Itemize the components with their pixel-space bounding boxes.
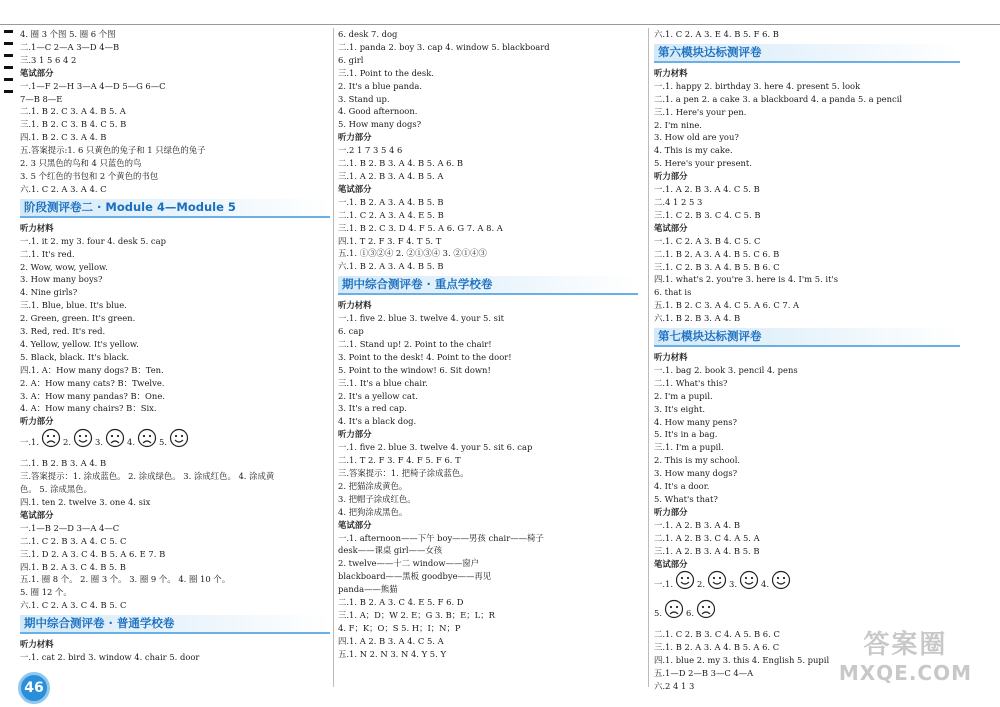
answer-line: 6. that is — [654, 287, 692, 298]
face-label: 3. — [95, 437, 104, 448]
answer-line: 5. How many dogs? — [338, 119, 422, 130]
sub-heading: 听力部分 — [338, 429, 372, 440]
answer-line: 二.1—C 2—A 3—D 4—B — [20, 41, 120, 52]
answer-line: 一.1. A 2. B 3. A 4. C 5. B — [654, 184, 760, 195]
answer-line: 7—B 8—E — [20, 93, 63, 104]
answer-line: 三.1. I'm a pupil. — [654, 442, 724, 453]
answer-line: 2. 3 只黑色的鸟和 4 只蓝色的鸟 — [20, 158, 142, 169]
answer-line: 五.1—D 2—B 3—C 4—A — [654, 668, 754, 679]
answer-line: blackboard——黑板 goodbye——再见 — [338, 571, 492, 582]
answer-line: 五.答案提示:1. 6 只黄色的兔子和 1 只绿色的兔子 — [20, 145, 206, 156]
answer-line: 三.答案提示：1. 涂成蓝色。 2. 涂成绿色。 3. 涂成红色。 4. 涂成黄 — [20, 471, 275, 482]
answer-line: 一.1. happy 2. birthday 3. here 4. present 5. look — [654, 80, 861, 91]
answer-column-2 — [338, 28, 638, 699]
sad-face-icon — [105, 428, 125, 457]
answer-line: 三.1. Point to the desk. — [338, 67, 434, 78]
answer-line: 一.1—F 2—H 3—A 4—D 5—G 6—C — [20, 80, 166, 91]
answer-line: 四.1. A 2. B 3. A 4. C 5. A — [338, 635, 444, 646]
answer-line: 二.1. B 2. A 3. C 4. E 5. F 6. D — [338, 597, 464, 608]
face-label: 一.1. — [20, 437, 40, 448]
section-title: 期中综合测评卷 · 普通学校卷 — [20, 615, 330, 634]
answer-line: 二.1. B 2. C 3. A 4. B 5. A — [20, 106, 126, 117]
answer-line: 一.2 1 7 3 5 4 6 — [338, 145, 403, 156]
sad-face-icon — [137, 428, 157, 457]
answer-line: 6. desk 7. dog — [338, 29, 398, 39]
answer-line: 四.1. blue 2. my 3. this 4. English 5. pupil — [654, 655, 830, 666]
answer-line: 5. What's that? — [654, 494, 718, 504]
answer-line: 5. Here's your present. — [654, 158, 752, 169]
answer-line: 4. Nine girls? — [20, 287, 78, 298]
sub-heading: 听力材料 — [20, 222, 54, 233]
answer-line: 一.1. B 2. A 3. A 4. B 5. B — [338, 196, 444, 207]
answer-line: 3. A：How many pandas? B：One. — [20, 390, 165, 401]
sub-heading: 笔试部分 — [654, 558, 688, 569]
answer-line: 4. It's a black dog. — [338, 416, 417, 427]
answer-line: 四.1. what's 2. you're 3. here is 4. I'm 5. it's — [654, 274, 839, 285]
answer-line: 六.1. C 2. A 3. E 4. B 5. F 6. B — [654, 29, 779, 39]
answer-line: 2. twelve——十二 window——窗户 — [338, 558, 479, 569]
answer-line: 4. A：How many chairs? B：Six. — [20, 403, 157, 414]
answer-line: 二.1. C 2. A 3. A 4. E 5. B — [338, 209, 444, 220]
answer-line: 2. It's a blue panda. — [338, 80, 423, 91]
answer-line: 一.1—B 2—D 3—A 4—C — [20, 522, 120, 533]
answer-line: 一.1. bag 2. book 3. pencil 4. pens — [654, 364, 798, 375]
answer-line: 三.1. C 2. B 3. C 4. C 5. B — [654, 209, 761, 220]
answer-line: 6. cap — [338, 326, 364, 337]
answer-line: 二.1. C 2. B 3. A 4. C 5. C — [20, 535, 127, 546]
answer-line: 五.1. B 2. C 3. A 4. C 5. A 6. C 7. A — [654, 300, 800, 311]
section-title: 第六模块达标测评卷 — [654, 44, 960, 63]
smiley-face-icon — [169, 428, 189, 457]
answer-line: 二.1. B 2. B 3. A 4. B 5. A 6. B — [338, 158, 463, 169]
answer-line: 二.1. C 2. B 3. C 4. A 5. B 6. C — [654, 629, 780, 640]
answer-line: 5. Black, black. It's black. — [20, 351, 130, 362]
watermark-logo-text: 答案圈 — [863, 630, 948, 660]
smiley-face-icon — [739, 570, 759, 599]
sad-face-icon — [664, 599, 684, 628]
sub-heading: 笔试部分 — [654, 222, 688, 233]
face-label: 2. — [63, 437, 72, 448]
answer-line: 3. 5 个红色的书包和 2 个黄色的书包 — [20, 170, 159, 181]
answer-line: 三.1. It's a blue chair. — [338, 377, 428, 388]
sub-heading: 笔试部分 — [20, 67, 54, 78]
sub-heading: 听力部分 — [654, 171, 688, 182]
answer-line: 一.1. cat 2. bird 3. window 4. chair 5. door — [20, 652, 200, 663]
answer-line: 3. 把帽子涂成红色。 — [338, 493, 416, 504]
section-title: 期中综合测评卷 · 重点学校卷 — [338, 276, 638, 295]
answer-line: 二.1. What's this? — [654, 377, 728, 388]
answer-line: 三.答案提示：1. 把椅子涂成蓝色。 — [338, 468, 469, 478]
page-number: 46 — [24, 680, 44, 696]
answer-line: 5. Point to the window! 6. Sit down! — [338, 364, 491, 375]
answer-line: 一.1. five 2. blue 3. twelve 4. your 5. sit — [338, 313, 504, 324]
answer-line: 2. I'm a pupil. — [654, 390, 713, 401]
answer-line: 4. This is my cake. — [654, 145, 733, 156]
answer-line: 色。 5. 涂成黑色。 — [20, 484, 92, 495]
answer-line: 4. Yellow, yellow. It's yellow. — [20, 338, 139, 349]
sub-heading: 笔试部分 — [20, 509, 54, 520]
watermark-site: MXQE.COM — [838, 661, 972, 685]
answer-column-1 — [20, 28, 330, 699]
answer-line: 三.1. Blue, blue. It's blue. — [20, 300, 127, 311]
answer-line: 四.1. ten 2. twelve 3. one 4. six — [20, 497, 151, 507]
face-answer-row — [20, 428, 330, 457]
answer-line: 4. 圈 3 个图 5. 圈 6 个图 — [20, 29, 116, 39]
answer-line: 二.4 1 2 5 3 — [654, 196, 703, 207]
answer-line: panda——熊猫 — [338, 584, 398, 595]
answer-line: 二.1. Stand up! 2. Point to the chair! — [338, 338, 492, 349]
answer-line: 4. It's a door. — [654, 481, 710, 492]
face-label: 4. — [127, 437, 136, 448]
answer-line: 3. Stand up. — [338, 93, 390, 104]
answer-line: 一.1. it 2. my 3. four 4. desk 5. cap — [20, 235, 166, 246]
page-number-badge — [18, 672, 50, 704]
smiley-face-icon — [771, 570, 791, 599]
face-label: 6. — [686, 608, 694, 619]
face-label: 一.1. — [654, 579, 674, 590]
answer-line: desk——课桌 girl——女孩 — [338, 545, 443, 556]
answer-line: 2. Green, green. It's green. — [20, 313, 136, 324]
answer-line: 二.1. A 2. B 3. C 4. A 5. A — [654, 532, 760, 543]
face-label: 3. — [729, 579, 738, 590]
answer-line: 2. Wow, wow, yellow. — [20, 261, 108, 272]
answer-line: 三.1. C 2. B 3. A 4. B 5. B 6. C — [654, 261, 780, 272]
binding-marks — [4, 30, 14, 102]
answer-column-3 — [654, 28, 960, 699]
answer-line: 2. It's a yellow cat. — [338, 390, 418, 401]
answer-line: 3. Red, red. It's red. — [20, 326, 106, 337]
section-title: 阶段测评卷二 · Module 4—Module 5 — [20, 199, 330, 218]
sub-heading: 听力部分 — [20, 416, 54, 427]
answer-line: 4. 把狗涂成黑色。 — [338, 506, 408, 517]
answer-line: 三.1. B 2. C 3. D 4. F 5. A 6. G 7. A 8. A — [338, 222, 503, 233]
face-label: 5. — [159, 437, 168, 448]
answer-line: 三.1. A 2. B 3. A 4. B 5. B — [654, 545, 760, 556]
answer-line: 三.1. A 2. B 3. A 4. B 5. A — [338, 170, 444, 181]
answer-line: 三.3 1 5 6 4 2 — [20, 54, 77, 65]
sub-heading: 听力材料 — [654, 67, 688, 78]
smiley-face-icon — [73, 428, 93, 457]
answer-line: 六.1. C 2. A 3. C 4. B 5. C — [20, 600, 127, 611]
answer-line: 三.1. A；D；W 2. E；G 3. B；E；L；R — [338, 609, 495, 620]
answer-line: 一.1. afternoon——下午 boy——男孩 chair——椅子 — [338, 532, 544, 543]
answer-line: 三.1. B 2. A 3. A 4. B 5. A 6. C — [654, 642, 780, 653]
sub-heading: 听力材料 — [654, 352, 688, 363]
answer-line: 3. How old are you? — [654, 132, 739, 143]
answer-line: 五.1. 圈 8 个。 2. 圈 3 个。 3. 圈 9 个。 4. 圈 10 个。 — [20, 574, 231, 585]
answer-line: 3. How many boys? — [20, 274, 103, 285]
answer-line: 三.1. D 2. A 3. C 4. B 5. A 6. E 7. B — [20, 548, 166, 559]
sub-heading: 听力材料 — [20, 639, 54, 650]
answer-line: 二.1. B 2. B 3. A 4. B — [20, 458, 107, 469]
answer-line: 3. Point to the desk! 4. Point to the door! — [338, 351, 512, 362]
answer-line: 六.2 4 1 3 — [654, 681, 695, 692]
answer-line: 4. Good afternoon. — [338, 106, 418, 117]
answer-line: 一.1. five 2. blue 3. twelve 4. your 5. sit 6. cap — [338, 442, 533, 453]
answer-line: 一.1. C 2. A 3. B 4. C 5. C — [654, 235, 761, 246]
sub-heading: 听力部分 — [654, 506, 688, 517]
section-title: 第七模块达标测评卷 — [654, 328, 960, 347]
answer-line: 3. How many dogs? — [654, 468, 738, 479]
face-label: 5. — [654, 608, 662, 619]
answer-line: 二.1. T 2. F 3. F 4. F 5. F 6. T — [338, 455, 461, 466]
answer-line: 二.1. a pen 2. a cake 3. a blackboard 4. a panda 5. a pencil — [654, 93, 903, 104]
answer-line: 2. A：How many cats? B：Twelve. — [20, 377, 165, 388]
answer-line: 六.1. B 2. B 3. A 4. B — [654, 313, 741, 324]
answer-line: 三.1. Here's your pen. — [654, 106, 747, 117]
sub-heading: 听力部分 — [338, 132, 372, 143]
face-label: 2. — [697, 579, 706, 590]
sub-heading: 笔试部分 — [338, 519, 372, 530]
answer-line: 六.1. C 2. A 3. A 4. C — [20, 183, 107, 194]
sub-heading: 笔试部分 — [338, 183, 372, 194]
answer-line: 4. How many pens? — [654, 416, 738, 427]
answer-line: 4. F；K；O；S 5. H；I；N；P — [338, 622, 461, 633]
answer-line: 四.1. B 2. C 3. A 4. B — [20, 132, 107, 143]
answer-line: 6. girl — [338, 54, 364, 65]
sad-face-icon — [41, 428, 61, 457]
watermark — [839, 624, 972, 685]
answer-line: 二.1. panda 2. boy 3. cap 4. window 5. blackboard — [338, 41, 550, 52]
column-divider-2 — [648, 28, 649, 687]
smiley-face-icon — [707, 570, 727, 599]
top-rule — [0, 24, 1000, 25]
answer-line: 5. It's in a bag. — [654, 429, 718, 440]
answer-line: 一.1. A 2. B 3. A 4. B — [654, 519, 741, 530]
answer-line: 3. It's a red cap. — [338, 403, 407, 414]
answer-line: 5. 圈 12 个。 — [20, 587, 72, 598]
sad-face-icon — [696, 599, 716, 628]
answer-line: 四.1. A：How many dogs? B：Ten. — [20, 364, 164, 375]
answer-line: 四.1. B 2. A 3. C 4. B 5. B — [20, 561, 126, 572]
sub-heading: 听力材料 — [338, 300, 372, 311]
answer-line: 2. I'm nine. — [654, 119, 702, 130]
answer-line: 六.1. B 2. A 3. A 4. B 5. B — [338, 261, 444, 272]
answer-line: 2. This is my school. — [654, 455, 741, 466]
answer-line: 三.1. B 2. C 3. B 4. C 5. B — [20, 119, 127, 130]
face-label: 4. — [761, 579, 770, 590]
answer-line: 二.1. B 2. A 3. A 4. B 5. C 6. B — [654, 248, 780, 259]
answer-line: 四.1. T 2. F 3. F 4. T 5. T — [338, 235, 442, 246]
answer-line: 3. It's eight. — [654, 403, 706, 414]
smiley-face-icon — [675, 570, 695, 599]
answer-line: 五.1. ①③②④ 2. ②①③④ 3. ②①④③ — [338, 248, 487, 259]
column-divider-1 — [333, 28, 334, 687]
answer-line: 2. 把猫涂成黄色。 — [338, 480, 408, 491]
answer-line: 五.1. N 2. N 3. N 4. Y 5. Y — [338, 648, 446, 659]
face-answer-row — [654, 570, 960, 599]
answer-line: 二.1. It's red. — [20, 248, 75, 259]
